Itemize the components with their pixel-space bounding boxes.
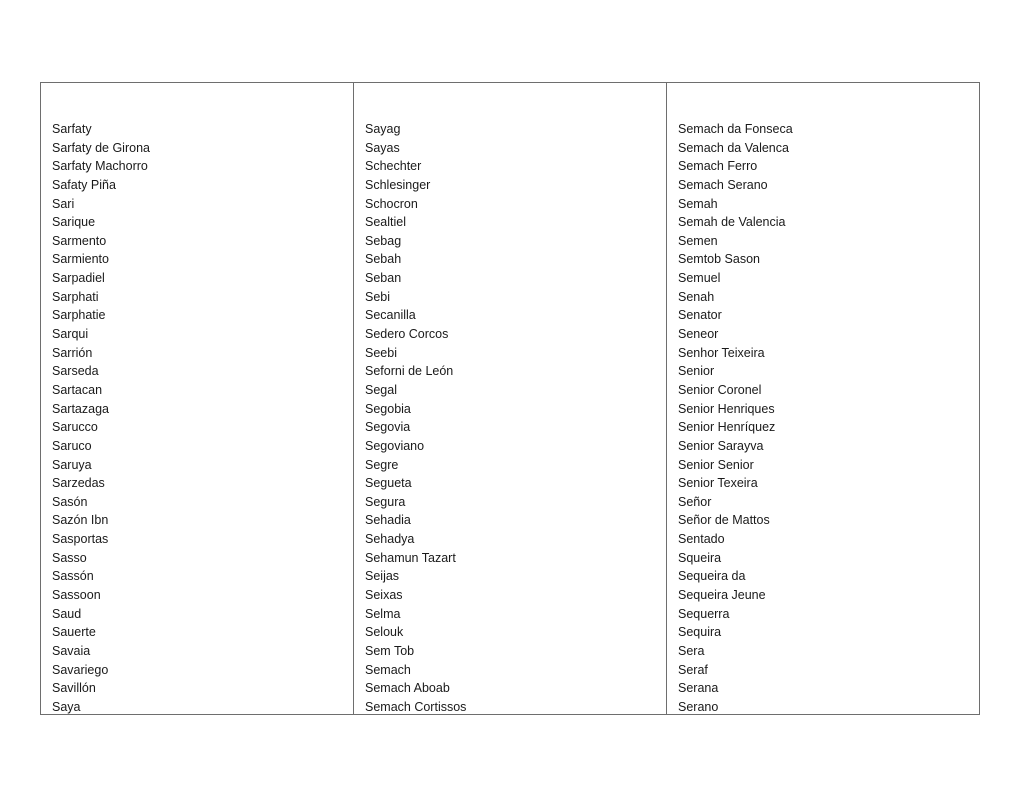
- surname-entry: Semtob Sason: [678, 252, 760, 267]
- surname-entry: Senior Henriques: [678, 401, 775, 416]
- surname-entry: Sassón: [52, 569, 94, 584]
- surname-entry: Sarphati: [52, 289, 99, 304]
- surname-entry: Sarphatie: [52, 308, 106, 323]
- surname-entry: Sedero Corcos: [365, 327, 449, 342]
- surname-entry: Sequira: [678, 625, 722, 640]
- surname-entry: Schlesinger: [365, 177, 431, 192]
- surname-entry: Safaty Piña: [52, 177, 116, 192]
- surname-entry: Sassoon: [52, 588, 101, 603]
- surname-entry: Señor de Mattos: [678, 513, 770, 528]
- surname-list: [365, 120, 666, 717]
- surname-entry: Sarfaty Machorro: [52, 159, 148, 174]
- surname-entry: Segovia: [365, 420, 411, 435]
- surname-entry: Seijas: [365, 569, 400, 584]
- surname-column-1: [41, 83, 353, 714]
- surname-entry: Serana: [678, 681, 719, 696]
- surname-entry: Semah de Valencia: [678, 215, 786, 230]
- surname-entry: Savariego: [52, 662, 109, 677]
- surname-entry: Serano: [678, 699, 719, 714]
- surname-entry: Sarmiento: [52, 252, 109, 267]
- surname-entry: Sequeira Jeune: [678, 588, 766, 603]
- surname-entry: Sayag: [365, 122, 401, 136]
- surname-entry: Schechter: [365, 159, 422, 174]
- surname-entry: Segre: [365, 457, 399, 472]
- surname-entry: Senah: [678, 289, 715, 304]
- surname-entry: Sarfaty: [52, 122, 92, 136]
- surname-entry: Sarrión: [52, 345, 93, 360]
- surname-list: [52, 120, 353, 717]
- surname-column-3: [666, 83, 979, 714]
- surname-entry: Selouk: [365, 625, 404, 640]
- surname-entry: Sebi: [365, 289, 391, 304]
- surname-entry: Sebag: [365, 233, 402, 248]
- surname-entry: Sarzedas: [52, 476, 105, 491]
- surname-entry: Sarfaty de Girona: [52, 140, 150, 155]
- surname-entry: Sentado: [678, 532, 725, 547]
- surname-entry: Savaia: [52, 643, 91, 658]
- surname-entry: Semah: [678, 196, 718, 211]
- surname-entry: Segura: [365, 494, 406, 509]
- surname-entry: Semach: [365, 662, 411, 677]
- surname-entry: Segueta: [365, 476, 412, 491]
- surname-entry: Semen: [678, 233, 718, 248]
- surname-entry: Schocron: [365, 196, 418, 211]
- surname-entry: Sera: [678, 643, 705, 658]
- surname-entry: Senior: [678, 364, 715, 379]
- surname-entry: Seban: [365, 271, 402, 286]
- surname-entry: Semach Ferro: [678, 159, 758, 174]
- surname-entry: Sartacan: [52, 382, 103, 397]
- surname-entry: Saud: [52, 606, 82, 621]
- surname-entry: Segal: [365, 382, 397, 397]
- surname-entry: Segoviano: [365, 438, 425, 453]
- surname-entry: Sarmento: [52, 233, 107, 248]
- surname-entry: Savillón: [52, 681, 96, 696]
- surname-entry: Sehadia: [365, 513, 411, 528]
- surname-column-2: [353, 83, 666, 714]
- surname-entry: Senior Coronel: [678, 382, 762, 397]
- surname-entry: Squeira: [678, 550, 722, 565]
- surname-entry: Saruco: [52, 438, 92, 453]
- surname-entry: Sarucco: [52, 420, 98, 435]
- surname-entry: Sartazaga: [52, 401, 109, 416]
- surname-list: [678, 120, 979, 717]
- surname-entry: Sazón Ibn: [52, 513, 109, 528]
- surname-entry: Saruya: [52, 457, 92, 472]
- surname-entry: Sayas: [365, 140, 400, 155]
- surname-table: [40, 82, 980, 715]
- surname-entry: Senior Sarayva: [678, 438, 764, 453]
- surname-entry: Seneor: [678, 327, 719, 342]
- surname-entry: Sasso: [52, 550, 87, 565]
- surname-entry: Semach da Fonseca: [678, 122, 793, 136]
- surname-entry: Secanilla: [365, 308, 416, 323]
- surname-entry: Seixas: [365, 588, 403, 603]
- surname-entry: Sarique: [52, 215, 96, 230]
- surname-entry: Señor: [678, 494, 712, 509]
- surname-entry: Segobia: [365, 401, 411, 416]
- surname-entry: Semach Aboab: [365, 681, 450, 696]
- surname-entry: Sasportas: [52, 532, 109, 547]
- surname-entry: Sequerra: [678, 606, 730, 621]
- surname-entry: Seebi: [365, 345, 397, 360]
- surname-entry: Sasón: [52, 494, 88, 509]
- surname-entry: Seforni de León: [365, 364, 454, 379]
- surname-entry: Semach da Valenca: [678, 140, 789, 155]
- surname-entry: Senator: [678, 308, 722, 323]
- surname-entry: Semach Serano: [678, 177, 768, 192]
- surname-entry: Sarseda: [52, 364, 99, 379]
- surname-entry: Seraf: [678, 662, 708, 677]
- surname-entry: Semach Cortissos: [365, 699, 467, 714]
- surname-entry: Senior Texeira: [678, 476, 758, 491]
- surname-entry: Sealtiel: [365, 215, 406, 230]
- surname-entry: Sehamun Tazart: [365, 550, 456, 565]
- surname-entry: Sarqui: [52, 327, 89, 342]
- surname-entry: Senior Senior: [678, 457, 754, 472]
- surname-entry: Semuel: [678, 271, 721, 286]
- surname-entry: Sehadya: [365, 532, 415, 547]
- surname-entry: Senior Henríquez: [678, 420, 776, 435]
- surname-entry: Sequeira da: [678, 569, 746, 584]
- surname-entry: Saya: [52, 699, 81, 714]
- surname-entry: Sarpadiel: [52, 271, 105, 286]
- surname-entry: Sem Tob: [365, 643, 415, 658]
- surname-entry: Sebah: [365, 252, 402, 267]
- surname-entry: Sauerte: [52, 625, 96, 640]
- surname-entry: Senhor Teixeira: [678, 345, 765, 360]
- surname-entry: Sari: [52, 196, 75, 211]
- surname-entry: Selma: [365, 606, 401, 621]
